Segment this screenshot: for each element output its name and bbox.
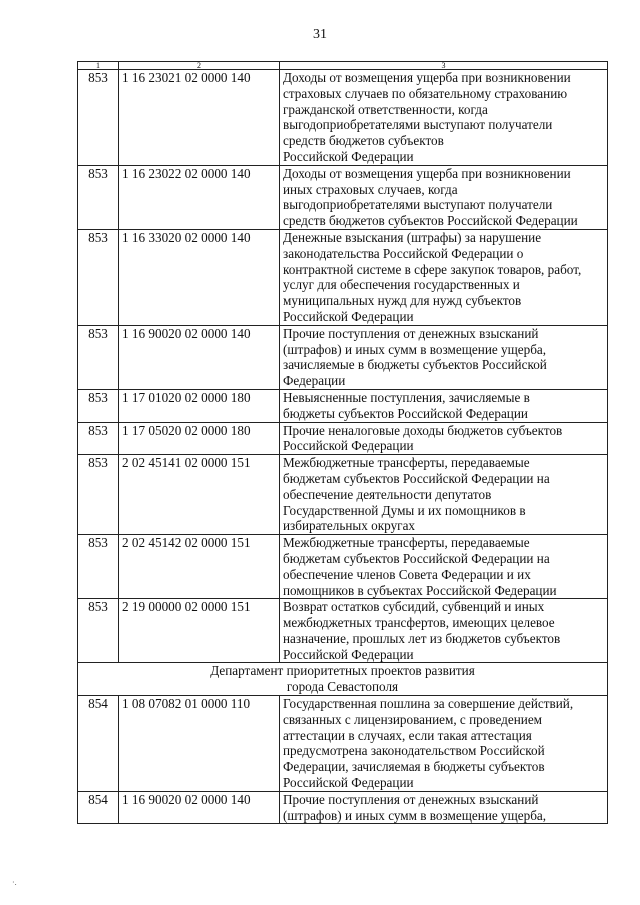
description-line: (штрафов) и иных сумм в возмещение ущерба, <box>283 807 547 823</box>
admin-code-cell: 853 <box>78 455 119 535</box>
table-row <box>78 791 608 824</box>
admin-code-cell: 853 <box>78 599 119 663</box>
description-cell <box>280 165 608 229</box>
scan-mark: ·. <box>12 878 17 887</box>
description-line: Государственная пошлина за совершение действий, <box>283 696 574 712</box>
admin-code-cell: 853 <box>78 535 119 599</box>
description-line: Прочие поступления от денежных взысканий <box>283 791 539 807</box>
description-line: законодательства Российской Федерации о <box>283 245 524 261</box>
budget-code-cell: 1 16 23021 02 0000 140 <box>119 70 280 166</box>
description-line: назначение, прошлых лет из бюджетов субъектов <box>283 630 561 646</box>
table-row <box>78 455 608 535</box>
table-row <box>78 599 608 663</box>
description-line: контрактной системе в сфере закупок товаров, работ, <box>283 261 582 277</box>
description-line: Межбюджетные трансферты, передаваемые <box>283 455 530 471</box>
table-row <box>78 696 608 792</box>
description-cell <box>280 325 608 389</box>
description-line: средств бюджетов субъектов <box>283 133 444 149</box>
admin-code-cell: 853 <box>78 389 119 422</box>
description-line: Доходы от возмещения ущерба при возникновении <box>283 165 571 181</box>
description-line: бюджетам субъектов Российской Федерации на <box>283 550 550 566</box>
table-row <box>78 229 608 325</box>
budget-code-cell: 2 02 45142 02 0000 151 <box>119 535 280 599</box>
description-line: Федерации <box>283 373 346 389</box>
description-line: Возврат остатков субсидий, субвенций и иных <box>283 599 545 615</box>
admin-code-cell: 854 <box>78 791 119 824</box>
description-line: Прочие поступления от денежных взысканий <box>283 325 539 341</box>
description-line: Доходы от возмещения ущерба при возникновении <box>283 70 571 85</box>
table-row <box>78 389 608 422</box>
description-line: Денежные взыскания (штрафы) за нарушение <box>283 229 542 245</box>
description-line: бюджетам субъектов Российской Федерации на <box>283 470 550 486</box>
description-cell <box>280 535 608 599</box>
admin-code-cell: 853 <box>78 165 119 229</box>
description-line: Невыясненные поступления, зачисляемые в <box>283 389 530 405</box>
admin-code-cell: 853 <box>78 325 119 389</box>
description-line: межбюджетных трансфертов, имеющих целевое <box>283 615 555 631</box>
table-header-row <box>78 62 608 70</box>
description-cell <box>280 389 608 422</box>
admin-code-cell: 853 <box>78 70 119 166</box>
description-line: страховых случаев по обязательному страхованию <box>283 85 568 101</box>
budget-code-cell: 1 08 07082 01 0000 110 <box>119 696 280 792</box>
description-cell <box>280 696 608 792</box>
table-row <box>78 165 608 229</box>
description-line: помощников в субъектах Российской Федерации <box>283 582 557 598</box>
budget-code-cell: 1 16 33020 02 0000 140 <box>119 229 280 325</box>
department-heading-line: Департамент приоритетных проектов развития <box>210 663 475 679</box>
description-line: Прочие неналоговые доходы бюджетов субъектов <box>283 422 563 438</box>
description-cell <box>280 791 608 824</box>
description-line: предусмотрена законодательством Российской <box>283 743 545 759</box>
description-line: выгодоприобретателями выступают получатели <box>283 197 553 213</box>
page-number: 31 <box>313 27 327 42</box>
description-line: обеспечение членов Совета Федерации и их <box>283 566 531 582</box>
table-row <box>78 70 608 166</box>
description-line: Федерации, зачисляемая в бюджеты субъектов <box>283 759 545 775</box>
description-line: Российской Федерации <box>283 148 414 164</box>
budget-code-cell: 2 02 45141 02 0000 151 <box>119 455 280 535</box>
description-line: средств бюджетов субъектов Российской Федерации <box>283 213 578 229</box>
description-line: Российской Федерации <box>283 646 414 662</box>
budget-code-cell: 1 16 90020 02 0000 140 <box>119 791 280 824</box>
description-line: связанных с лицензированием, с проведением <box>283 711 543 727</box>
revenue-codes-table <box>77 61 608 824</box>
description-cell <box>280 599 608 663</box>
budget-code-cell: 2 19 00000 02 0000 151 <box>119 599 280 663</box>
description-line: услуг для обеспечения государственных и <box>283 277 520 293</box>
table-body <box>78 70 608 824</box>
table-row <box>78 325 608 389</box>
description-cell <box>280 455 608 535</box>
description-line: гражданской ответственности, когда <box>283 101 488 117</box>
description-line: иных страховых случаев, когда <box>283 181 458 197</box>
budget-code-cell: 1 17 05020 02 0000 180 <box>119 422 280 455</box>
description-line: бюджеты субъектов Российской Федерации <box>283 405 528 421</box>
description-cell <box>280 422 608 455</box>
description-line: избирательных округах <box>283 518 416 534</box>
section-header-row <box>78 663 608 696</box>
description-line: аттестации в случаях, если такая аттестация <box>283 727 532 743</box>
table-row <box>78 422 608 455</box>
admin-code-cell: 853 <box>78 422 119 455</box>
department-heading <box>78 663 608 696</box>
description-line: Государственной Думы и их помощников в <box>283 502 526 518</box>
department-heading-line: города Севастополя <box>286 679 399 695</box>
column-number-2: 2 <box>119 62 280 70</box>
description-line: Российской Федерации <box>283 438 414 454</box>
budget-code-cell: 1 17 01020 02 0000 180 <box>119 389 280 422</box>
description-line: обеспечение деятельности депутатов <box>283 486 492 502</box>
description-line: зачисляемые в бюджеты субъектов Российской <box>283 357 547 373</box>
column-number-3: 3 <box>280 62 608 70</box>
description-line: Российской Федерации <box>283 308 414 324</box>
description-line: муниципальных нужд для нужд субъектов <box>283 293 522 309</box>
description-line: выгодоприобретателями выступают получатели <box>283 117 553 133</box>
admin-code-cell: 854 <box>78 696 119 792</box>
description-line: Межбюджетные трансферты, передаваемые <box>283 535 530 551</box>
column-number-1: 1 <box>78 62 119 70</box>
description-line: Российской Федерации <box>283 775 414 791</box>
budget-code-cell: 1 16 23022 02 0000 140 <box>119 165 280 229</box>
budget-code-cell: 1 16 90020 02 0000 140 <box>119 325 280 389</box>
description-line: (штрафов) и иных сумм в возмещение ущерба, <box>283 341 547 357</box>
table-row <box>78 535 608 599</box>
description-cell <box>280 229 608 325</box>
admin-code-cell: 853 <box>78 229 119 325</box>
description-cell <box>280 70 608 166</box>
